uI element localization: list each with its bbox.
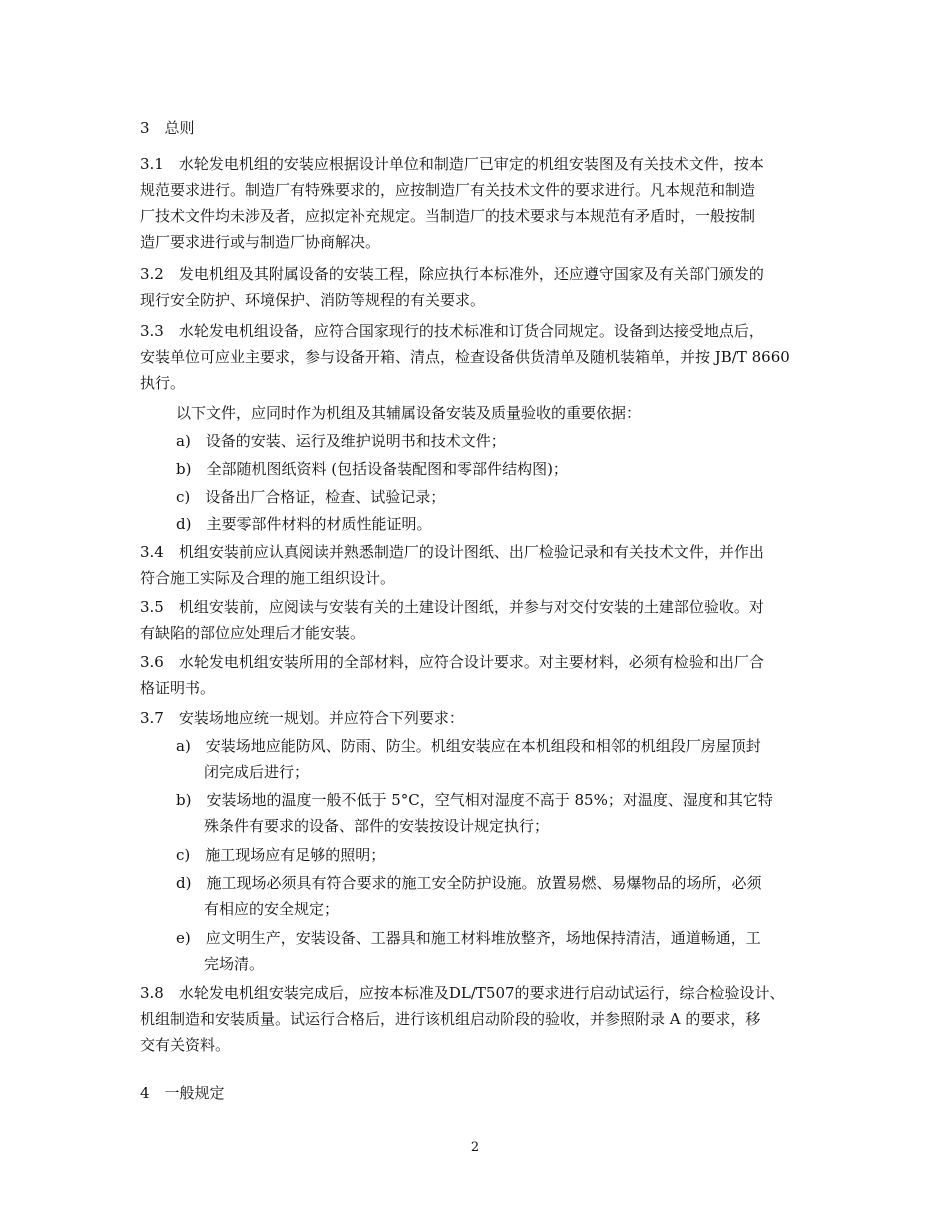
list-item-continuation: 有相应的安全规定； bbox=[204, 900, 340, 918]
text-line: 机组制造和安装质量。试运行合格后，进行该机组启动阶段的验收，并参照附录 A 的要求，移 bbox=[140, 1010, 761, 1028]
text-line: 格证明书。 bbox=[140, 679, 216, 697]
list-item: d) 施工现场必须具有符合要求的施工安全防护设施。放置易燃、易爆物品的场所，必须 bbox=[176, 874, 762, 892]
text-line: 有缺陷的部位应处理后才能安装。 bbox=[140, 624, 366, 642]
text-line: 厂技术文件均未涉及者，应拟定补充规定。当制造厂的技术要求与本规范有矛盾时，一般按制 bbox=[140, 207, 756, 225]
section-heading-4: 4 一般规定 bbox=[140, 1084, 225, 1102]
list-item: b) 安装场地的温度一般不低于 5°C，空气相对湿度不高于 85%；对温度、湿度和其它特 bbox=[176, 791, 773, 809]
text-line: 执行。 bbox=[140, 374, 186, 392]
text-line: 3.1 水轮发电机组的安装应根据设计单位和制造厂已审定的机组安装图及有关技术文件，按本 bbox=[140, 155, 764, 173]
text-line: 交有关资料。 bbox=[140, 1036, 231, 1054]
list-item: b) 全部随机图纸资料 (包括设备装配图和零部件结构图)； bbox=[176, 460, 568, 478]
text-line: 规范要求进行。制造厂有特殊要求的，应按制造厂有关技术文件的要求进行。凡本规范和制造 bbox=[140, 181, 756, 199]
list-item-continuation: 完场清。 bbox=[204, 955, 265, 973]
text-line: 符合施工实际及合理的施工组织设计。 bbox=[140, 569, 396, 587]
list-item: c) 施工现场应有足够的照明； bbox=[176, 846, 386, 864]
text-line: 3.2 发电机组及其附属设备的安装工程，除应执行本标准外，还应遵守国家及有关部门颁发的 bbox=[140, 265, 764, 283]
list-item: a) 设备的安装、运行及维护说明书和技术文件； bbox=[176, 432, 506, 450]
section-heading-3: 3 总则 bbox=[140, 119, 195, 137]
text-line: 3.8 水轮发电机组安装完成后，应按本标准及DL/T507的要求进行启动试运行，综合检验设计、 bbox=[140, 984, 785, 1002]
text-line: 安装单位可应业主要求，参与设备开箱、清点，检查设备供货清单及随机装箱单，并按 JB/T 8660 bbox=[140, 348, 790, 366]
list-item-continuation: 闭完成后进行； bbox=[204, 763, 310, 781]
list-item: e) 应文明生产，安装设备、工器具和施工材料堆放整齐，场地保持清洁，通道畅通，工 bbox=[176, 929, 761, 947]
text-line: 造厂要求进行或与制造厂协商解决。 bbox=[140, 233, 381, 251]
text-line: 以下文件，应同时作为机组及其辅属设备安装及质量验收的重要依据： bbox=[176, 404, 642, 422]
list-item: c) 设备出厂合格证，检查、试验记录； bbox=[176, 488, 446, 506]
text-line: 现行安全防护、环境保护、消防等规程的有关要求。 bbox=[140, 291, 486, 309]
text-line: 3.6 水轮发电机组安装所用的全部材料，应符合设计要求。对主要材料，必须有检验和出厂合 bbox=[140, 653, 764, 671]
list-item: a) 安装场地应能防风、防雨、防尘。机组安装应在本机组段和相邻的机组段厂房屋顶封 bbox=[176, 737, 761, 755]
text-line: 3.4 机组安装前应认真阅读并熟悉制造厂的设计图纸、出厂检验记录和有关技术文件，并作出 bbox=[140, 543, 764, 561]
text-line: 3.3 水轮发电机组设备，应符合国家现行的技术标准和订货合同规定。设备到达接受地点后， bbox=[140, 322, 764, 340]
page-number: 2 bbox=[470, 1140, 480, 1155]
text-line: 3.5 机组安装前，应阅读与安装有关的土建设计图纸，并参与对交付安装的土建部位验收。对 bbox=[140, 598, 764, 616]
text-line: 3.7 安装场地应统一规划。并应符合下列要求： bbox=[140, 709, 464, 727]
list-item-continuation: 殊条件有要求的设备、部件的安装按设计规定执行； bbox=[204, 817, 550, 835]
list-item: d) 主要零部件材料的材质性能证明。 bbox=[176, 515, 432, 533]
